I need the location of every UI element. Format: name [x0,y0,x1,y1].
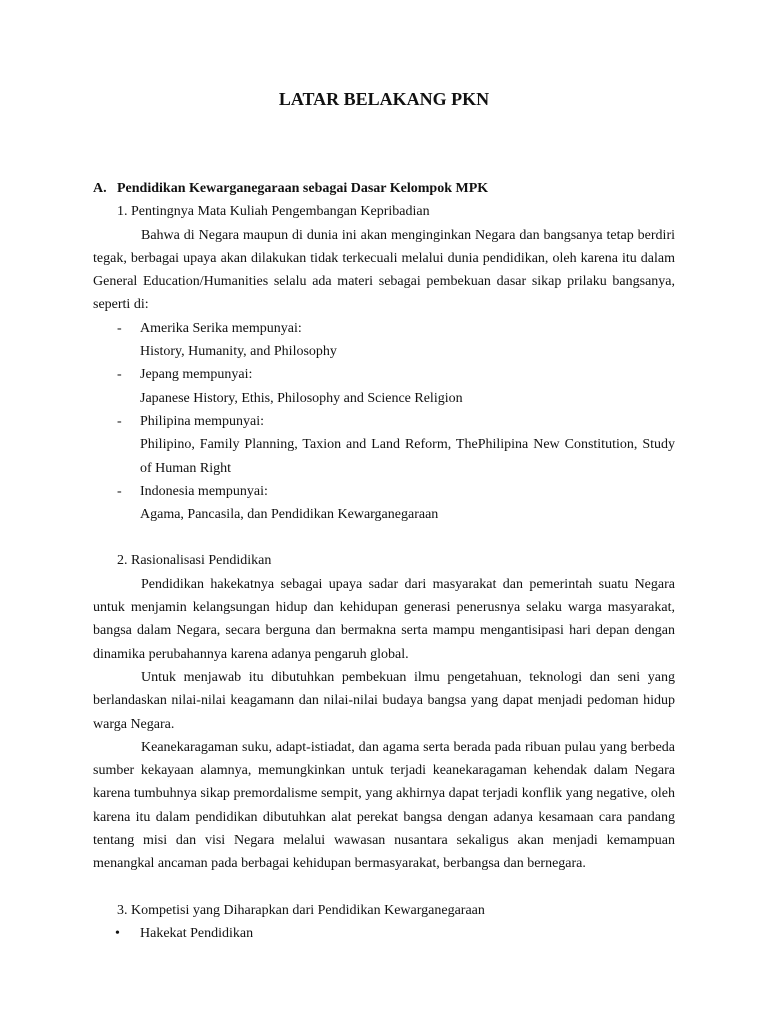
section-a-heading-text: Pendidikan Kewarganegaraan sebagai Dasar Kelompok MPK [117,181,489,196]
subsection-3-heading: 3. Kompetisi yang Diharapkan dari Pendidikan Kewarganegaraan [117,902,485,918]
subsection-2-heading: 2. Rasionalisasi Pendidikan [117,553,272,569]
list-item-label: Jepang mempunyai: [140,367,253,383]
section-a-heading [93,177,675,200]
list-dash: - [117,367,122,383]
bullet-item [93,922,675,945]
list-dash: - [117,413,122,429]
list-item-label: Indonesia mempunyai: [140,483,268,499]
list-item-label: Philipina mempunyai: [140,413,265,429]
list-item-detail: History, Humanity, and Philosophy [140,344,337,360]
subsection-1-paragraph: Bahwa di Negara maupun di dunia ini akan menginginkan Negara dan bangsanya tetap berdiri tegak, berbagai upaya akan dilakukan tidak terkecuali melalui dunia pendidikan, oleh karena itu dalam General Education/Humanities selalu ada materi sebagai pembekuan dasar sikap prilaku bangsanya, seperti di: [93,227,675,313]
subsection-1-heading: 1. Pentingnya Mata Kuliah Pengembangan Kepribadian [117,204,430,220]
subsection-2-paragraph: Keanekaragaman suku, adapt-istiadat, dan agama serta berada pada ribuan pulau yang berbeda sumber kekayaan alamnya, memungkinkan untuk terjadi keanekaragaman kehendak dalam Negara karena tumbuhnya sikap premordalisme sempit, yang akhirnya dapat terjadi konflik yang negative, oleh karena itu dalam pendidikan dibutuhkan alat perekat bangsa dengan adanya kesamaan cara pandang tentang misi dan visi Negara melalui wawasan nusantara sekaligus akan menjadi kemampuan menangkal ancaman pada berbagai kehidupan bermasyarakat, berbangsa dan bernegara. [93,739,675,872]
document-body [93,177,675,945]
list-item-label: Amerika Serika mempunyai: [140,320,302,336]
list-dash: - [117,483,122,499]
list-item [93,480,675,527]
spacer [93,526,675,549]
list-item [93,317,675,364]
list-item-detail: Philipino, Family Planning, Taxion and Land Reform, ThePhilipina New Constitution, Study of Human Right [140,437,675,476]
list-item-detail: Agama, Pancasila, dan Pendidikan Kewarganegaraan [140,507,439,523]
list-item [93,363,675,410]
section-a-marker: A. [93,181,107,196]
subsection-2-paragraph: Untuk menjawab itu dibutuhkan pembekuan ilmu pengetahuan, teknologi dan seni yang berlandaskan nilai-nilai keagamann dan nilai-nilai budaya bangsa yang dapat menjadi pedoman hidup warga Negara. [93,669,675,732]
spacer [93,876,675,899]
bullet-icon: • [115,925,120,941]
list-dash: - [117,320,122,336]
subsection-2-paragraph: Pendidikan hakekatnya sebagai upaya sadar dari masyarakat dan pemerintah suatu Negara untuk menjamin kelangsungan hidup dan kehidupan generasi penerusnya selaku warga masyarakat, bangsa dalam Negara, secara berguna dan bermakna serta mampu mengantisipasi hari depan dengan dinamika perubahannya karena adanya pengaruh global. [93,576,675,662]
list-item [93,410,675,480]
document-title: LATAR BELAKANG PKN [278,89,490,109]
bullet-item-text: Hakekat Pendidikan [140,925,254,941]
list-item-detail: Japanese History, Ethis, Philosophy and Science Religion [140,390,463,406]
